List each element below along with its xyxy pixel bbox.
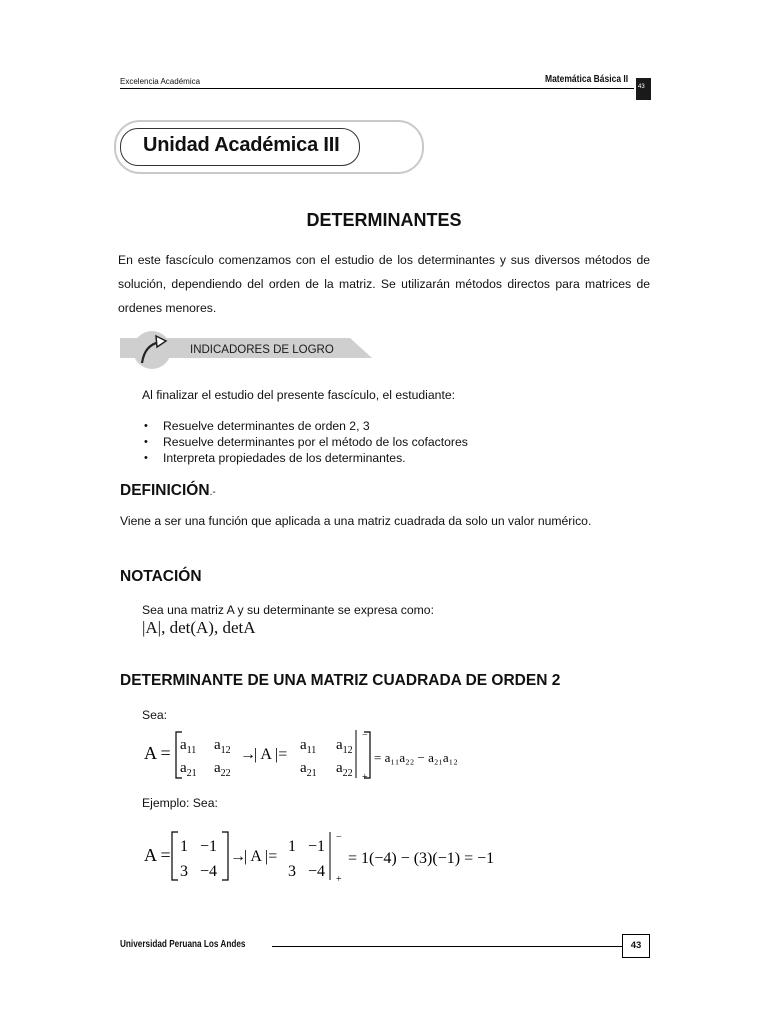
definition-title: DEFINICIÓN bbox=[120, 482, 210, 499]
unit-title: Unidad Académica III bbox=[143, 134, 340, 156]
notation-intro: Sea una matriz A y su determinante se expresa como: bbox=[142, 603, 434, 617]
det-a21: $a_{21}$ bbox=[300, 760, 317, 779]
definition-heading bbox=[120, 482, 216, 500]
example-m22: −4 bbox=[200, 863, 218, 880]
right-bracket bbox=[222, 832, 228, 880]
minus-sign: − bbox=[362, 730, 368, 741]
indicators-intro: Al finalizar el estudio del presente fascículo, el estudiante: bbox=[142, 388, 455, 402]
example-det-m21: 3 bbox=[288, 863, 296, 880]
matrix-a12: $a_{12}$ bbox=[214, 737, 231, 756]
example-m12: −1 bbox=[200, 838, 218, 855]
footer-rule bbox=[272, 946, 622, 947]
example-m11: 1 bbox=[180, 838, 188, 855]
matrix-a21: $a_{21}$ bbox=[180, 760, 197, 779]
definition-suffix: .- bbox=[209, 487, 216, 498]
arrow-icon: → bbox=[240, 746, 256, 763]
page-number: 43 bbox=[622, 934, 650, 958]
notation-math: |A|, det(A), detA bbox=[142, 618, 256, 637]
example-det-m22: −4 bbox=[308, 863, 326, 880]
plus-sign: + bbox=[362, 772, 368, 782]
header-left-text: Excelencia Académica bbox=[120, 77, 201, 86]
definition-text: Viene a ser una función que aplicada a una matriz cuadrada da solo un valor numérico. bbox=[120, 514, 592, 528]
minus-sign: − bbox=[336, 832, 342, 843]
example-label: Ejemplo: Sea: bbox=[142, 796, 218, 810]
notation-heading: NOTACIÓN bbox=[120, 568, 202, 585]
list-item: • Resuelve determinantes de orden 2, 3 bbox=[142, 418, 468, 434]
example-determinant-formula bbox=[140, 828, 510, 884]
det-a22: $a_{22}$ bbox=[336, 760, 353, 779]
formula-lhs: A = bbox=[144, 743, 171, 763]
general-determinant-formula bbox=[140, 726, 500, 782]
indicators-label: INDICADORES DE LOGRO bbox=[190, 344, 334, 356]
example-m21: 3 bbox=[180, 863, 188, 880]
order2-heading: DETERMINANTE DE UNA MATRIZ CUADRADA DE ORDEN 2 bbox=[120, 672, 561, 689]
example-det-lhs: | A |= bbox=[244, 848, 278, 865]
plus-sign: + bbox=[336, 874, 342, 884]
indicators-list bbox=[142, 418, 468, 466]
det-a12: $a_{12}$ bbox=[336, 737, 353, 756]
page-title: DETERMINANTES bbox=[306, 210, 462, 230]
matrix-a11: $a_{11}$ bbox=[180, 737, 197, 756]
example-result: = 1(−4) − (3)(−1) = −1 bbox=[348, 850, 495, 867]
header-page-tab-number: 43 bbox=[638, 84, 645, 90]
intro-paragraph: En este fascículo comenzamos con el estudio de los determinantes y sus diversos métodos de solución, dependiendo del orden de la matriz. Se utilizarán métodos directos para matrices de ordenes menores. bbox=[118, 253, 650, 315]
arrow-icon: → bbox=[230, 848, 246, 865]
example-lhs: A = bbox=[144, 845, 171, 865]
footer-university: Universidad Peruana Los Andes bbox=[120, 939, 246, 950]
det-a11: $a_{11}$ bbox=[300, 737, 317, 756]
sea-label: Sea: bbox=[142, 708, 168, 722]
det-lhs: | A |= bbox=[254, 746, 288, 763]
example-det-m11: 1 bbox=[288, 838, 296, 855]
header-rule bbox=[120, 88, 634, 89]
header-right-text: Matemática Básica II bbox=[545, 74, 629, 85]
example-det-m12: −1 bbox=[308, 838, 326, 855]
list-item: • Resuelve determinantes por el método de los cofactores bbox=[142, 434, 468, 450]
list-item: • Interpreta propiedades de los determinantes. bbox=[142, 450, 468, 466]
general-result: = a₁₁a₂₂ − a₂₁a₁₂ bbox=[374, 750, 458, 765]
left-bracket bbox=[172, 832, 178, 880]
matrix-a22: $a_{22}$ bbox=[214, 760, 231, 779]
